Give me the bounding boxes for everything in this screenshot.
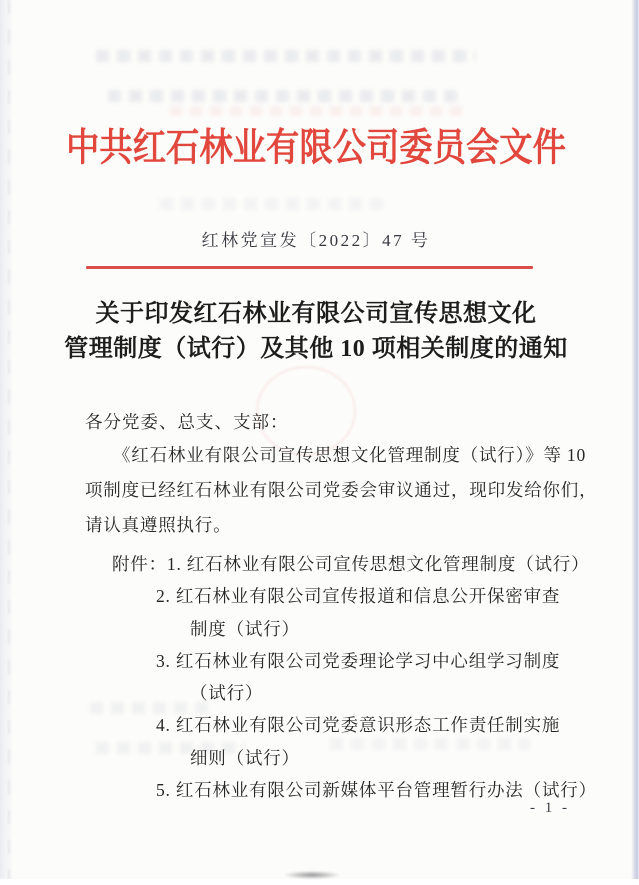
attachment-item-3-wrap: （试行） <box>190 683 264 704</box>
body-line: 项制度已经红石林业有限公司党委会审议通过，现印发给你们， <box>85 480 598 500</box>
salutation: 各分党委、总支、支部： <box>85 412 289 432</box>
bleedthrough-artifact <box>160 198 390 210</box>
body-line: 《红石林业有限公司宣传思想文化管理制度（试行）》等 10 <box>113 445 587 465</box>
attachment-item-4-wrap: 细则（试行） <box>190 747 300 768</box>
subject-line-2: 管理制度（试行）及其他 10 项相关制度的通知 <box>64 336 568 362</box>
subject-line-1: 关于印发红石林业有限公司宣传思想文化 <box>95 301 537 327</box>
page-number: - 1 - <box>530 800 570 816</box>
attachment-item-3: 3. 红石林业有限公司党委理论学习中心组学习制度 <box>156 650 561 671</box>
scan-smudge <box>283 871 341 879</box>
attachment-item-5: 5. 红石林业有限公司新媒体平台管理暂行办法（试行） <box>156 780 597 801</box>
red-bleedthrough-artifact <box>170 106 470 116</box>
attachments-label: 附件： <box>112 554 167 574</box>
attachment-item-1 <box>112 548 590 580</box>
body-paragraph <box>85 438 598 543</box>
document-header-title: 中共红石林业有限公司委员会文件 <box>66 127 566 170</box>
scan-right-edge <box>631 0 639 885</box>
attachment-item-2: 2. 红石林业有限公司宣传报道和信息公开保密审查 <box>156 586 561 607</box>
doc-number: 红林党宣发〔2022〕47 号 <box>201 231 431 250</box>
attachment-item-text: 1. 红石林业有限公司宣传思想文化管理制度（试行） <box>166 554 590 574</box>
bleedthrough-artifact <box>96 50 476 62</box>
body-line: 请认真遵照执行。 <box>85 515 232 535</box>
attachment-item-4: 4. 红石林业有限公司党委意识形态工作责任制实施 <box>156 715 561 736</box>
bleedthrough-artifact <box>108 90 464 102</box>
attachment-list <box>112 548 597 806</box>
document-subject-title <box>0 297 632 367</box>
scan-bottom-edge <box>0 879 639 885</box>
attachment-item-2-wrap: 制度（试行） <box>190 618 300 639</box>
red-divider-line <box>86 266 533 269</box>
